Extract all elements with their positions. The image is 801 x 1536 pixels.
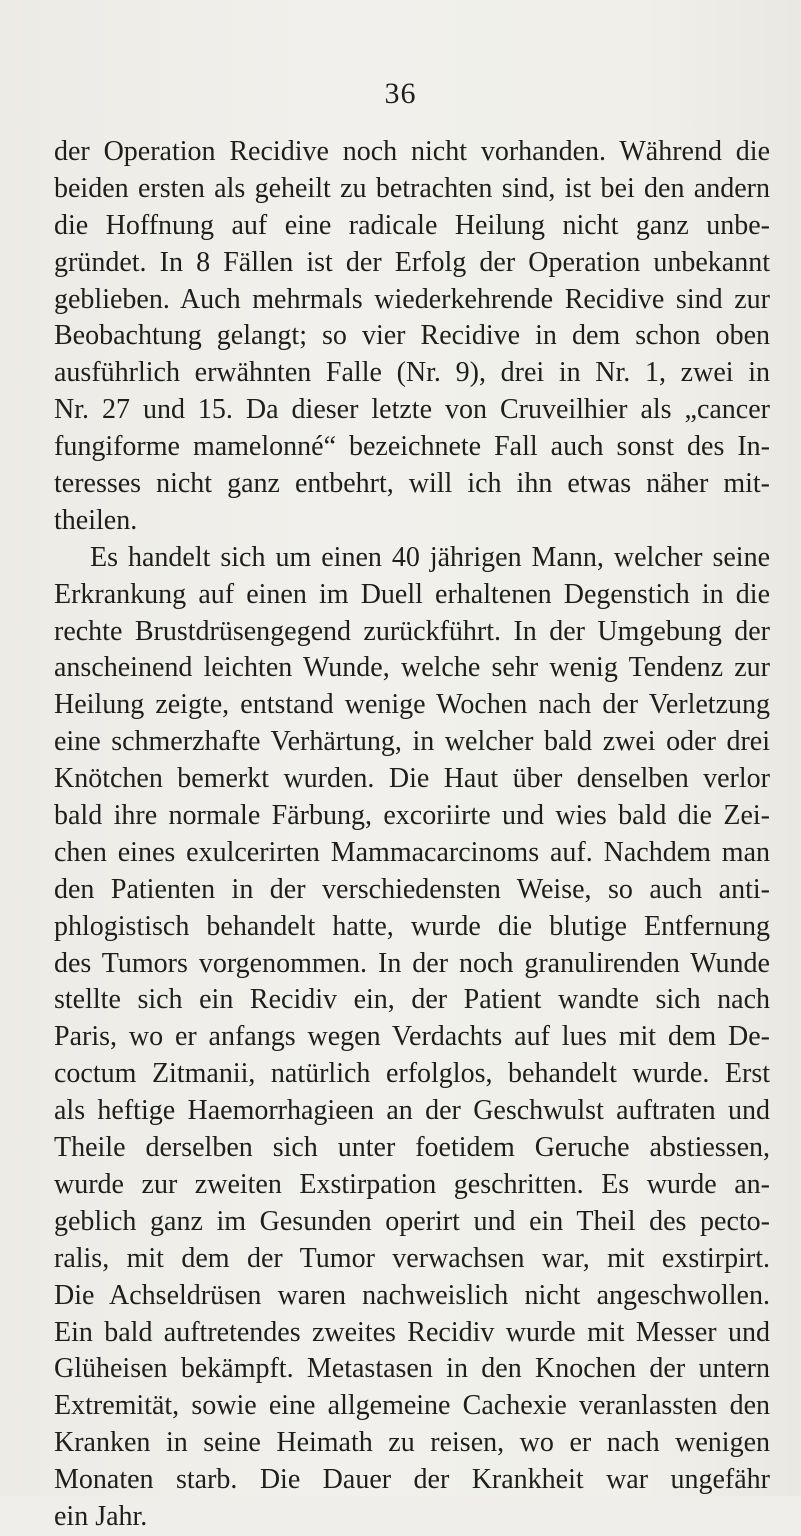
text-line: Glüheisen bekämpft. Metastasen in den Knochen der untern <box>54 1353 770 1385</box>
text-line: bald ihre normale Färbung, excoriirte und wies bald die Zei- <box>54 800 770 832</box>
text-line: Ein bald auftretendes zweites Recidiv wurde mit Messer und <box>54 1316 770 1348</box>
text-line: rechte Brustdrüsengegend zurückführt. In der Umgebung der <box>54 615 770 647</box>
text-line: geblieben. Auch mehrmals wiederkehrende Recidive sind zur <box>54 283 770 315</box>
paragraph-2 <box>54 540 770 1536</box>
text-line: gründet. In 8 Fällen ist der Erfolg der Operation unbekannt <box>54 246 770 278</box>
text-line: chen eines exulcerirten Mammacarcinoms auf. Nachdem man <box>54 836 770 868</box>
text-line: als heftige Haemorrhagieen an der Geschwulst auftraten und <box>54 1095 770 1127</box>
text-line: Extremität, sowie eine allgemeine Cachexie veranlassten den <box>54 1390 770 1422</box>
text-line: anscheinend leichten Wunde, welche sehr wenig Tendenz zur <box>54 652 770 684</box>
text-line: ein Jahr. <box>54 1500 148 1532</box>
text-line: den Patienten in der verschiedensten Weise, so auch anti- <box>54 873 770 905</box>
text-line: Knötchen bemerkt wurden. Die Haut über denselben verlor <box>54 763 770 795</box>
text-line: ausführlich erwähnten Falle (Nr. 9), drei in Nr. 1, zwei in <box>54 357 770 389</box>
text-line: Monaten starb. Die Dauer der Krankheit war ungefähr <box>54 1464 770 1496</box>
page-number: 36 <box>384 77 417 110</box>
text-line: theilen. <box>54 504 138 536</box>
text-line: Kranken in seine Heimath zu reisen, wo er nach wenigen <box>54 1427 770 1459</box>
text-line: Heilung zeigte, entstand wenige Wochen nach der Verletzung <box>54 689 770 721</box>
text-line: stellte sich ein Recidiv ein, der Patient wandte sich nach <box>54 984 770 1016</box>
text-line: Paris, wo er anfangs wegen Verdachts auf lues mit dem De- <box>54 1021 770 1053</box>
text-line: Nr. 27 und 15. Da dieser letzte von Cruveilhier als „cancer <box>54 394 770 426</box>
text-line: die Hoffnung auf eine radicale Heilung nicht ganz unbe- <box>54 209 770 241</box>
text-line: Theile derselben sich unter foetidem Geruche abstiessen, <box>54 1132 770 1164</box>
text-line: des Tumors vorgenommen. In der noch granulirenden Wunde <box>54 947 770 979</box>
body-text <box>54 134 770 1536</box>
text-line: teresses nicht ganz entbehrt, will ich ihn etwas näher mit- <box>54 468 770 500</box>
text-line: geblich ganz im Gesunden operirt und ein Theil des pecto- <box>54 1205 770 1237</box>
text-line: eine schmerzhafte Verhärtung, in welcher bald zwei oder drei <box>54 726 770 758</box>
text-line: Es handelt sich um einen 40 jährigen Mann, welcher seine <box>90 541 770 573</box>
paragraph-1 <box>54 134 770 540</box>
text-line: Erkrankung auf einen im Duell erhaltenen Degenstich in die <box>54 578 770 610</box>
text-line: beiden ersten als geheilt zu betrachten sind, ist bei den andern <box>54 172 770 204</box>
text-line: wurde zur zweiten Exstirpation geschritten. Es wurde an- <box>54 1168 770 1200</box>
text-line: fungiforme mamelonné“ bezeichnete Fall auch sonst des In- <box>54 431 770 463</box>
text-line: coctum Zitmanii, natürlich erfolglos, behandelt wurde. Erst <box>54 1058 770 1090</box>
text-line: Beobachtung gelangt; so vier Recidive in dem schon oben <box>54 320 770 352</box>
text-line: Die Achseldrüsen waren nachweislich nicht angeschwollen. <box>54 1279 770 1311</box>
text-line: phlogistisch behandelt hatte, wurde die blutige Entfernung <box>54 910 770 942</box>
text-line: ralis, mit dem der Tumor verwachsen war, mit exstirpirt. <box>54 1242 770 1274</box>
text-line: der Operation Recidive noch nicht vorhanden. Während die <box>54 136 770 167</box>
